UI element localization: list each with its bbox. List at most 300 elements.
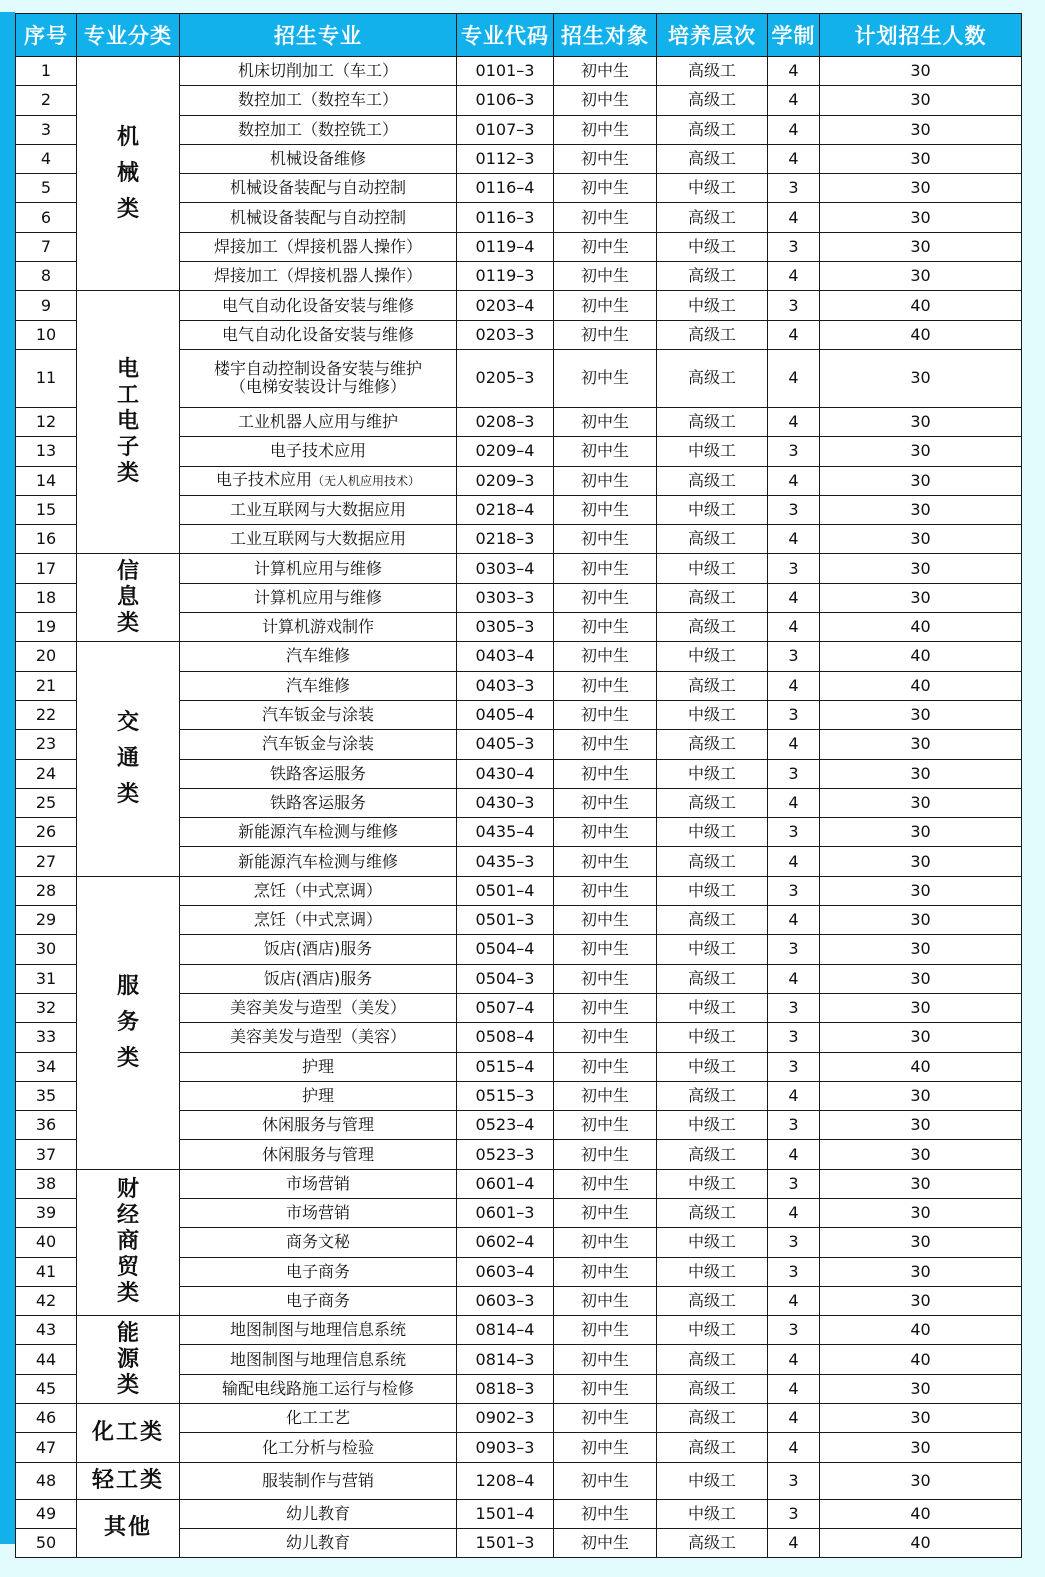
code-cell: 0203–4 bbox=[457, 291, 554, 320]
major-cell bbox=[180, 964, 457, 993]
years-cell: 4 bbox=[768, 847, 820, 876]
major-name: 电子技术应用 bbox=[269, 441, 366, 461]
major-cell bbox=[180, 906, 457, 935]
code-cell: 0303–3 bbox=[457, 583, 554, 612]
plan-cell: 30 bbox=[820, 525, 1022, 554]
plan-cell: 30 bbox=[820, 1462, 1022, 1499]
category-cell bbox=[77, 642, 180, 876]
header-code: 专业代码 bbox=[457, 14, 554, 57]
level-cell: 高级工 bbox=[657, 466, 768, 495]
category-label: 轻工类 bbox=[91, 1467, 164, 1493]
major-cell bbox=[180, 993, 457, 1022]
major-name: 商务文秘 bbox=[285, 1232, 350, 1252]
header-level: 培养层次 bbox=[657, 14, 768, 57]
plan-cell: 30 bbox=[820, 700, 1022, 729]
code-cell: 0403–3 bbox=[457, 671, 554, 700]
level-cell: 中级工 bbox=[657, 876, 768, 905]
major-name: 电气自动化设备安装与维修 bbox=[221, 324, 414, 344]
target-cell: 初中生 bbox=[554, 525, 657, 554]
code-cell: 0218–4 bbox=[457, 495, 554, 524]
major-name: 护理 bbox=[301, 1085, 334, 1105]
target-cell: 初中生 bbox=[554, 1462, 657, 1499]
major-cell bbox=[180, 1499, 457, 1528]
level-cell: 高级工 bbox=[657, 964, 768, 993]
row-number: 8 bbox=[16, 262, 77, 291]
plan-cell: 30 bbox=[820, 203, 1022, 232]
row-number: 2 bbox=[16, 86, 77, 115]
plan-cell: 30 bbox=[820, 788, 1022, 817]
table-row bbox=[16, 1404, 1022, 1433]
major-cell bbox=[180, 1316, 457, 1345]
row-number: 48 bbox=[16, 1462, 77, 1499]
table-row bbox=[16, 554, 1022, 583]
code-cell: 0903–3 bbox=[457, 1433, 554, 1462]
plan-cell: 30 bbox=[820, 1228, 1022, 1257]
row-number: 5 bbox=[16, 174, 77, 203]
header-years: 学制 bbox=[768, 14, 820, 57]
major-name: 计算机游戏制作 bbox=[261, 617, 374, 637]
plan-cell: 40 bbox=[820, 642, 1022, 671]
code-cell: 0203–3 bbox=[457, 320, 554, 349]
code-cell: 0603–4 bbox=[457, 1257, 554, 1286]
major-name: 工业机器人应用与维护 bbox=[237, 412, 398, 432]
level-cell: 高级工 bbox=[657, 407, 768, 436]
code-cell: 0430–3 bbox=[457, 788, 554, 817]
major-name: 数控加工（数控铣工） bbox=[237, 119, 398, 139]
major-name: 服装制作与营销 bbox=[261, 1470, 374, 1490]
row-number: 47 bbox=[16, 1433, 77, 1462]
target-cell: 初中生 bbox=[554, 730, 657, 759]
row-number: 37 bbox=[16, 1140, 77, 1169]
target-cell: 初中生 bbox=[554, 349, 657, 407]
major-name: 休闲服务与管理 bbox=[261, 1144, 374, 1164]
major-cell bbox=[180, 671, 457, 700]
row-number: 17 bbox=[16, 554, 77, 583]
level-cell: 中级工 bbox=[657, 554, 768, 583]
row-number: 23 bbox=[16, 730, 77, 759]
plan-cell: 30 bbox=[820, 57, 1022, 86]
plan-cell: 30 bbox=[820, 818, 1022, 847]
row-number: 49 bbox=[16, 1499, 77, 1528]
level-cell: 高级工 bbox=[657, 671, 768, 700]
target-cell: 初中生 bbox=[554, 495, 657, 524]
target-cell: 初中生 bbox=[554, 1528, 657, 1557]
code-cell: 0112–3 bbox=[457, 144, 554, 173]
years-cell: 3 bbox=[768, 1257, 820, 1286]
major-cell bbox=[180, 847, 457, 876]
years-cell: 4 bbox=[768, 1528, 820, 1557]
years-cell: 4 bbox=[768, 320, 820, 349]
level-cell: 高级工 bbox=[657, 1345, 768, 1374]
category-label: 化工类 bbox=[91, 1419, 164, 1445]
plan-cell: 30 bbox=[820, 935, 1022, 964]
target-cell: 初中生 bbox=[554, 407, 657, 436]
major-cell bbox=[180, 700, 457, 729]
category-cell bbox=[77, 57, 180, 291]
major-name: 电子商务 bbox=[285, 1261, 350, 1281]
level-cell: 高级工 bbox=[657, 203, 768, 232]
major-cell bbox=[180, 1462, 457, 1499]
category-label: 交通类 bbox=[116, 710, 139, 808]
category-cell bbox=[77, 554, 180, 642]
years-cell: 3 bbox=[768, 876, 820, 905]
level-cell: 高级工 bbox=[657, 1374, 768, 1403]
years-cell: 4 bbox=[768, 583, 820, 612]
level-cell: 中级工 bbox=[657, 935, 768, 964]
level-cell: 高级工 bbox=[657, 525, 768, 554]
major-cell bbox=[180, 583, 457, 612]
category-cell bbox=[77, 1316, 180, 1404]
level-cell: 中级工 bbox=[657, 495, 768, 524]
major-cell bbox=[180, 1198, 457, 1227]
years-cell: 3 bbox=[768, 1499, 820, 1528]
row-number: 45 bbox=[16, 1374, 77, 1403]
code-cell: 0602–4 bbox=[457, 1228, 554, 1257]
major-name: 机械设备装配与自动控制 bbox=[229, 207, 406, 227]
major-name: 机械设备维修 bbox=[269, 149, 366, 169]
major-cell bbox=[180, 349, 457, 407]
years-cell: 4 bbox=[768, 57, 820, 86]
major-name: 化工分析与检验 bbox=[261, 1437, 374, 1457]
years-cell: 3 bbox=[768, 1316, 820, 1345]
category-label: 机械类 bbox=[116, 124, 139, 222]
level-cell: 中级工 bbox=[657, 759, 768, 788]
years-cell: 4 bbox=[768, 671, 820, 700]
table-header-row bbox=[16, 14, 1022, 57]
row-number: 43 bbox=[16, 1316, 77, 1345]
level-cell: 高级工 bbox=[657, 1198, 768, 1227]
plan-cell: 30 bbox=[820, 1111, 1022, 1140]
row-number: 33 bbox=[16, 1023, 77, 1052]
level-cell: 中级工 bbox=[657, 993, 768, 1022]
years-cell: 4 bbox=[768, 1081, 820, 1110]
row-number: 1 bbox=[16, 57, 77, 86]
code-cell: 0101–3 bbox=[457, 57, 554, 86]
major-cell bbox=[180, 1169, 457, 1198]
plan-cell: 30 bbox=[820, 1404, 1022, 1433]
code-cell: 1501–4 bbox=[457, 1499, 554, 1528]
major-cell bbox=[180, 407, 457, 436]
category-label: 其他 bbox=[103, 1515, 152, 1541]
major-name: 地图制图与地理信息系统 bbox=[229, 1349, 406, 1369]
major-cell bbox=[180, 232, 457, 261]
target-cell: 初中生 bbox=[554, 86, 657, 115]
major-cell bbox=[180, 1257, 457, 1286]
level-cell: 中级工 bbox=[657, 1228, 768, 1257]
major-name: 楼宇自动控制设备安装与维护 bbox=[213, 359, 422, 379]
major-cell bbox=[180, 525, 457, 554]
code-cell: 0405–4 bbox=[457, 700, 554, 729]
code-cell: 0403–4 bbox=[457, 642, 554, 671]
plan-cell: 30 bbox=[820, 466, 1022, 495]
target-cell: 初中生 bbox=[554, 876, 657, 905]
plan-cell: 30 bbox=[820, 437, 1022, 466]
level-cell: 中级工 bbox=[657, 1052, 768, 1081]
target-cell: 初中生 bbox=[554, 291, 657, 320]
years-cell: 4 bbox=[768, 964, 820, 993]
plan-cell: 30 bbox=[820, 144, 1022, 173]
row-number: 41 bbox=[16, 1257, 77, 1286]
level-cell: 高级工 bbox=[657, 262, 768, 291]
level-cell: 中级工 bbox=[657, 232, 768, 261]
years-cell: 4 bbox=[768, 1345, 820, 1374]
plan-cell: 40 bbox=[820, 291, 1022, 320]
row-number: 36 bbox=[16, 1111, 77, 1140]
code-cell: 0305–3 bbox=[457, 613, 554, 642]
plan-cell: 40 bbox=[820, 671, 1022, 700]
row-number: 11 bbox=[16, 349, 77, 407]
major-cell bbox=[180, 1374, 457, 1403]
plan-cell: 30 bbox=[820, 495, 1022, 524]
level-cell: 中级工 bbox=[657, 1111, 768, 1140]
row-number: 29 bbox=[16, 906, 77, 935]
major-name: 汽车维修 bbox=[285, 675, 350, 695]
major-cell bbox=[180, 935, 457, 964]
major-cell bbox=[180, 1345, 457, 1374]
level-cell: 高级工 bbox=[657, 1433, 768, 1462]
code-cell: 0601–3 bbox=[457, 1198, 554, 1227]
major-cell bbox=[180, 1528, 457, 1557]
major-cell bbox=[180, 1404, 457, 1433]
row-number: 34 bbox=[16, 1052, 77, 1081]
category-cell bbox=[77, 1499, 180, 1558]
major-cell bbox=[180, 320, 457, 349]
row-number: 50 bbox=[16, 1528, 77, 1557]
code-cell: 0209–4 bbox=[457, 437, 554, 466]
plan-cell: 30 bbox=[820, 1286, 1022, 1315]
years-cell: 3 bbox=[768, 759, 820, 788]
years-cell: 3 bbox=[768, 232, 820, 261]
target-cell: 初中生 bbox=[554, 759, 657, 788]
target-cell: 初中生 bbox=[554, 174, 657, 203]
row-number: 12 bbox=[16, 407, 77, 436]
level-cell: 高级工 bbox=[657, 906, 768, 935]
target-cell: 初中生 bbox=[554, 1111, 657, 1140]
header-major: 招生专业 bbox=[180, 14, 457, 57]
row-number: 30 bbox=[16, 935, 77, 964]
major-cell bbox=[180, 554, 457, 583]
major-name: 电子商务 bbox=[285, 1291, 350, 1311]
major-cell bbox=[180, 86, 457, 115]
target-cell: 初中生 bbox=[554, 1499, 657, 1528]
code-cell: 0501–3 bbox=[457, 906, 554, 935]
plan-cell: 30 bbox=[820, 876, 1022, 905]
plan-cell: 30 bbox=[820, 1257, 1022, 1286]
code-cell: 0818–3 bbox=[457, 1374, 554, 1403]
major-cell bbox=[180, 818, 457, 847]
major-name: 市场营销 bbox=[285, 1173, 350, 1193]
plan-cell: 30 bbox=[820, 86, 1022, 115]
major-name: 工业互联网与大数据应用 bbox=[229, 500, 406, 519]
major-name: 饭店(酒店)服务 bbox=[263, 939, 373, 959]
target-cell: 初中生 bbox=[554, 1052, 657, 1081]
table-row bbox=[16, 1499, 1022, 1528]
major-cell bbox=[180, 1081, 457, 1110]
major-cell bbox=[180, 1111, 457, 1140]
level-cell: 高级工 bbox=[657, 847, 768, 876]
plan-cell: 30 bbox=[820, 1169, 1022, 1198]
row-number: 13 bbox=[16, 437, 77, 466]
target-cell: 初中生 bbox=[554, 1023, 657, 1052]
major-cell bbox=[180, 1286, 457, 1315]
enrollment-table bbox=[15, 13, 1022, 1558]
table-row bbox=[16, 1462, 1022, 1499]
code-cell: 0205–3 bbox=[457, 349, 554, 407]
category-cell bbox=[77, 1404, 180, 1463]
plan-cell: 40 bbox=[820, 320, 1022, 349]
target-cell: 初中生 bbox=[554, 144, 657, 173]
major-cell bbox=[180, 437, 457, 466]
plan-cell: 30 bbox=[820, 349, 1022, 407]
target-cell: 初中生 bbox=[554, 437, 657, 466]
target-cell: 初中生 bbox=[554, 1257, 657, 1286]
row-number: 19 bbox=[16, 613, 77, 642]
years-cell: 3 bbox=[768, 818, 820, 847]
level-cell: 高级工 bbox=[657, 613, 768, 642]
target-cell: 初中生 bbox=[554, 1228, 657, 1257]
level-cell: 高级工 bbox=[657, 730, 768, 759]
table-body bbox=[16, 57, 1022, 1558]
years-cell: 4 bbox=[768, 262, 820, 291]
code-cell: 0508–4 bbox=[457, 1023, 554, 1052]
years-cell: 4 bbox=[768, 86, 820, 115]
target-cell: 初中生 bbox=[554, 203, 657, 232]
major-cell bbox=[180, 1228, 457, 1257]
code-cell: 0501–4 bbox=[457, 876, 554, 905]
level-cell: 中级工 bbox=[657, 437, 768, 466]
row-number: 21 bbox=[16, 671, 77, 700]
code-cell: 0523–3 bbox=[457, 1140, 554, 1169]
level-cell: 高级工 bbox=[657, 1528, 768, 1557]
years-cell: 4 bbox=[768, 349, 820, 407]
level-cell: 中级工 bbox=[657, 700, 768, 729]
years-cell: 3 bbox=[768, 1111, 820, 1140]
plan-cell: 30 bbox=[820, 847, 1022, 876]
target-cell: 初中生 bbox=[554, 57, 657, 86]
target-cell: 初中生 bbox=[554, 1140, 657, 1169]
plan-cell: 40 bbox=[820, 1345, 1022, 1374]
target-cell: 初中生 bbox=[554, 320, 657, 349]
years-cell: 3 bbox=[768, 700, 820, 729]
row-number: 10 bbox=[16, 320, 77, 349]
target-cell: 初中生 bbox=[554, 232, 657, 261]
row-number: 32 bbox=[16, 993, 77, 1022]
target-cell: 初中生 bbox=[554, 554, 657, 583]
years-cell: 3 bbox=[768, 1052, 820, 1081]
code-cell: 0116–3 bbox=[457, 203, 554, 232]
category-label: 服务类 bbox=[116, 973, 139, 1071]
plan-cell: 30 bbox=[820, 583, 1022, 612]
target-cell: 初中生 bbox=[554, 1198, 657, 1227]
category-label: 电工电子类 bbox=[116, 357, 139, 487]
plan-cell: 30 bbox=[820, 1374, 1022, 1403]
row-number: 35 bbox=[16, 1081, 77, 1110]
years-cell: 4 bbox=[768, 407, 820, 436]
years-cell: 3 bbox=[768, 495, 820, 524]
plan-cell: 30 bbox=[820, 1081, 1022, 1110]
major-name: 计算机应用与维修 bbox=[253, 558, 382, 578]
header-target: 招生对象 bbox=[554, 14, 657, 57]
major-cell bbox=[180, 144, 457, 173]
row-number: 38 bbox=[16, 1169, 77, 1198]
plan-cell: 30 bbox=[820, 1433, 1022, 1462]
major-name: 化工工艺 bbox=[285, 1408, 350, 1428]
code-cell: 0814–4 bbox=[457, 1316, 554, 1345]
major-note: （无人机应用技术） bbox=[312, 474, 421, 489]
level-cell: 中级工 bbox=[657, 1499, 768, 1528]
target-cell: 初中生 bbox=[554, 115, 657, 144]
category-label: 信息类 bbox=[116, 558, 139, 636]
years-cell: 3 bbox=[768, 935, 820, 964]
level-cell: 中级工 bbox=[657, 1257, 768, 1286]
plan-cell: 30 bbox=[820, 759, 1022, 788]
major-name: 铁路客运服务 bbox=[269, 763, 366, 783]
level-cell: 高级工 bbox=[657, 57, 768, 86]
header-category: 专业分类 bbox=[77, 14, 180, 57]
row-number: 26 bbox=[16, 818, 77, 847]
years-cell: 3 bbox=[768, 291, 820, 320]
years-cell: 3 bbox=[768, 1023, 820, 1052]
years-cell: 3 bbox=[768, 1228, 820, 1257]
code-cell: 0107–3 bbox=[457, 115, 554, 144]
years-cell: 3 bbox=[768, 554, 820, 583]
major-name: 美容美发与造型（美容） bbox=[229, 1027, 406, 1047]
table-row bbox=[16, 876, 1022, 905]
category-label: 财经商贸类 bbox=[116, 1177, 139, 1307]
row-number: 46 bbox=[16, 1404, 77, 1433]
level-cell: 高级工 bbox=[657, 1081, 768, 1110]
major-cell bbox=[180, 174, 457, 203]
code-cell: 0303–4 bbox=[457, 554, 554, 583]
plan-cell: 30 bbox=[820, 554, 1022, 583]
major-name: 电子技术应用 bbox=[215, 470, 312, 490]
level-cell: 高级工 bbox=[657, 1286, 768, 1315]
code-cell: 0218–3 bbox=[457, 525, 554, 554]
major-name: 铁路客运服务 bbox=[269, 792, 366, 812]
plan-cell: 40 bbox=[820, 1052, 1022, 1081]
category-cell bbox=[77, 1169, 180, 1315]
major-name: 新能源汽车检测与维修 bbox=[237, 822, 398, 842]
years-cell: 4 bbox=[768, 1198, 820, 1227]
level-cell: 中级工 bbox=[657, 291, 768, 320]
code-cell: 0209–3 bbox=[457, 466, 554, 495]
row-number: 20 bbox=[16, 642, 77, 671]
major-name: 护理 bbox=[301, 1056, 334, 1076]
header-plan: 计划招生人数 bbox=[820, 14, 1022, 57]
left-accent-strip bbox=[0, 12, 15, 1544]
years-cell: 4 bbox=[768, 1286, 820, 1315]
major-name: 幼儿教育 bbox=[285, 1503, 350, 1523]
level-cell: 中级工 bbox=[657, 1023, 768, 1052]
level-cell: 中级工 bbox=[657, 1316, 768, 1345]
plan-cell: 30 bbox=[820, 730, 1022, 759]
years-cell: 4 bbox=[768, 1140, 820, 1169]
major-cell bbox=[180, 1023, 457, 1052]
code-cell: 0523–4 bbox=[457, 1111, 554, 1140]
level-cell: 高级工 bbox=[657, 788, 768, 817]
major-cell bbox=[180, 642, 457, 671]
major-name: 机械设备装配与自动控制 bbox=[229, 178, 406, 198]
plan-cell: 30 bbox=[820, 262, 1022, 291]
major-cell bbox=[180, 115, 457, 144]
target-cell: 初中生 bbox=[554, 847, 657, 876]
years-cell: 4 bbox=[768, 1404, 820, 1433]
plan-cell: 30 bbox=[820, 174, 1022, 203]
plan-cell: 30 bbox=[820, 1023, 1022, 1052]
row-number: 4 bbox=[16, 144, 77, 173]
row-number: 7 bbox=[16, 232, 77, 261]
plan-cell: 30 bbox=[820, 964, 1022, 993]
